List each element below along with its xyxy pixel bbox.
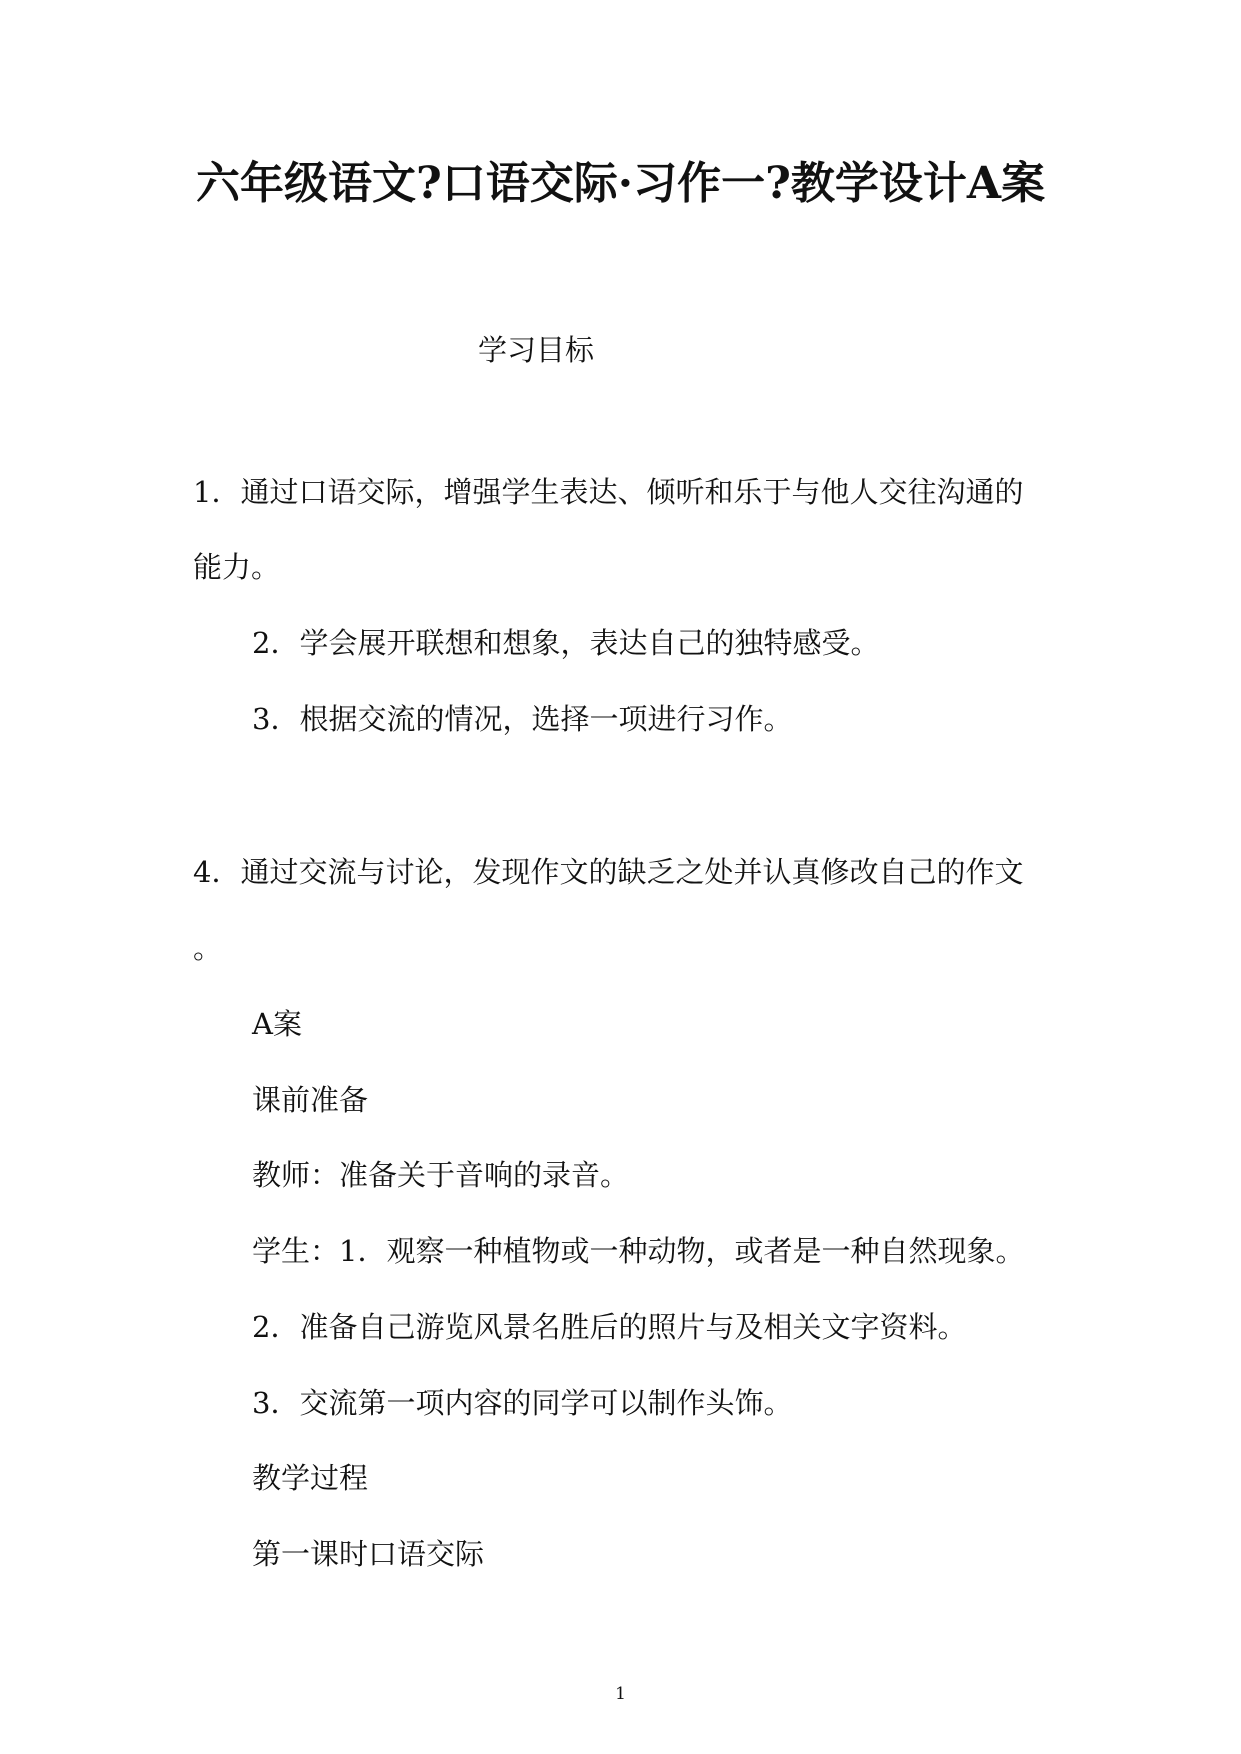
plan-a-label: A案 <box>252 1007 302 1041</box>
paragraph-goal-2: 2．学会展开联想和想象，表达自己的独特感受。 <box>252 626 880 660</box>
paragraph-goal-4: 4．通过交流与讨论，发现作文的缺乏之处并认真修改自己的作文 <box>193 855 1024 889</box>
page-number: 1 <box>615 1684 626 1704</box>
paragraph-goal-3: 3．根据交流的情况，选择一项进行习作。 <box>252 702 793 736</box>
student-preparation-2: 2．准备自己游览风景名胜后的照片与及相关文字资料。 <box>252 1310 967 1344</box>
pre-class-preparation-heading: 课前准备 <box>252 1083 369 1117</box>
paragraph-goal-1-continued: 能力。 <box>193 550 281 584</box>
student-preparation-3: 3．交流第一项内容的同学可以制作头饰。 <box>252 1386 793 1420</box>
student-preparation-1: 学生：1．观察一种植物或一种动物，或者是一种自然现象。 <box>252 1234 1025 1268</box>
teaching-process-heading: 教学过程 <box>252 1461 369 1495</box>
document-title: 六年级语文?口语交际·习作一?教学设计A案 <box>195 158 1046 209</box>
paragraph-goal-4-continued: 。 <box>193 931 223 965</box>
paragraph-goal-1: 1．通过口语交际，增强学生表达、倾听和乐于与他人交往沟通的 <box>193 475 1024 509</box>
teacher-preparation-text: 教师：准备关于音响的录音。 <box>252 1158 630 1192</box>
first-lesson-heading: 第一课时口语交际 <box>252 1537 485 1571</box>
section-heading-learning-goals: 学习目标 <box>478 333 595 367</box>
